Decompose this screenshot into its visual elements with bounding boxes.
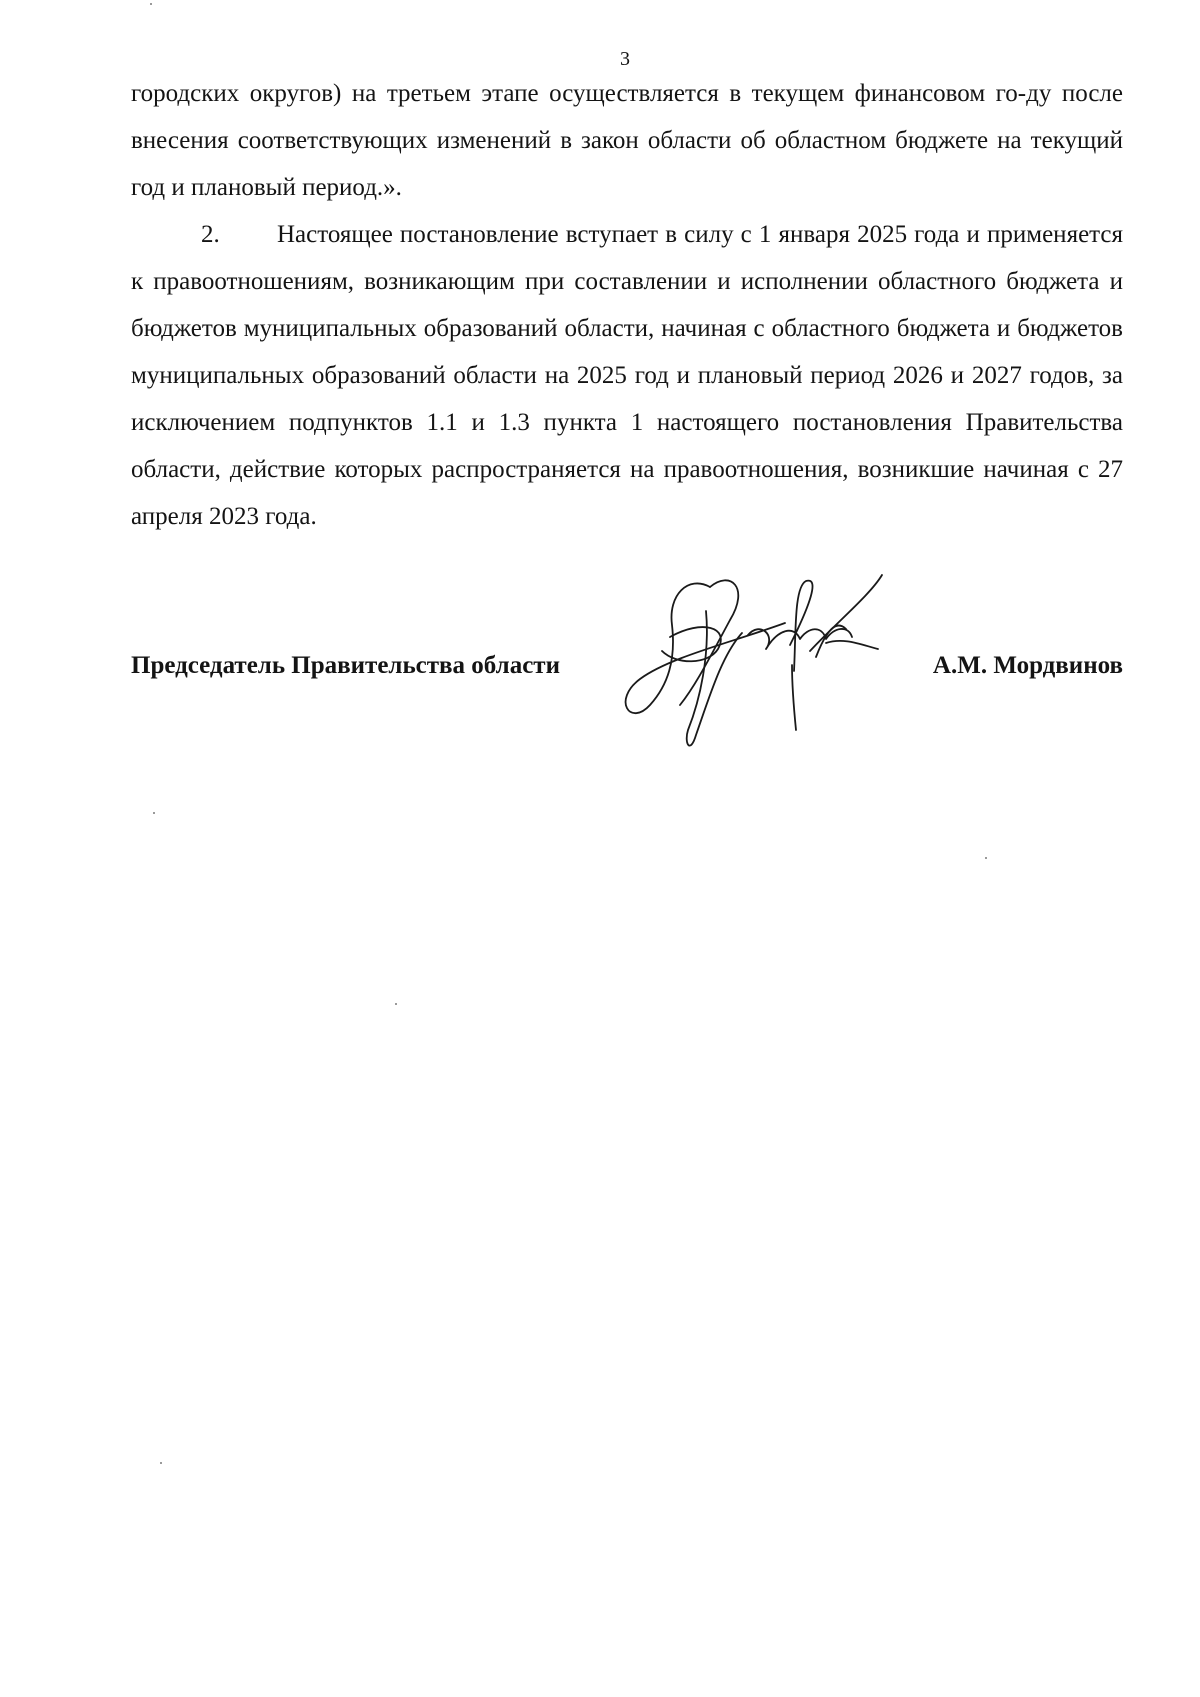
paragraph-2-number: 2.	[201, 221, 220, 248]
signature-block	[131, 652, 1123, 692]
signer-name: А.М. Мордвинов	[932, 652, 1123, 679]
page-number: 3	[620, 48, 630, 70]
paragraph-2	[131, 211, 1123, 540]
signer-title: Председатель Правительства области	[131, 652, 560, 679]
scan-speck	[160, 1462, 162, 1464]
scan-speck	[985, 857, 987, 859]
scan-speck	[150, 3, 152, 5]
scan-speck	[395, 1003, 397, 1005]
paragraph-1-continuation: городских округов) на третьем этапе осуществляется в текущем финансовом го-ду после внесения соответствующих изменений в закон области об областном бюджете на текущий год и плановый период.».	[131, 80, 1123, 201]
paragraph-2-text: Настоящее постановление вступает в силу с 1 января 2025 года и применяется к правоотношениям, возникающим при составлении и исполнении областного бюджета и бюджетов муниципальных образований области, начиная с областного бюджета и бюджетов муниципальных образований области на 2025 год и плановый период 2026 и 2027 годов, за исключением подпунктов 1.1 и 1.3 пункта 1 настоящего постановления Правительства области, действие которых распространяется на правоотношения, возникшие начиная с 27 апреля 2023 года.	[131, 221, 1123, 530]
scan-speck	[153, 812, 155, 814]
